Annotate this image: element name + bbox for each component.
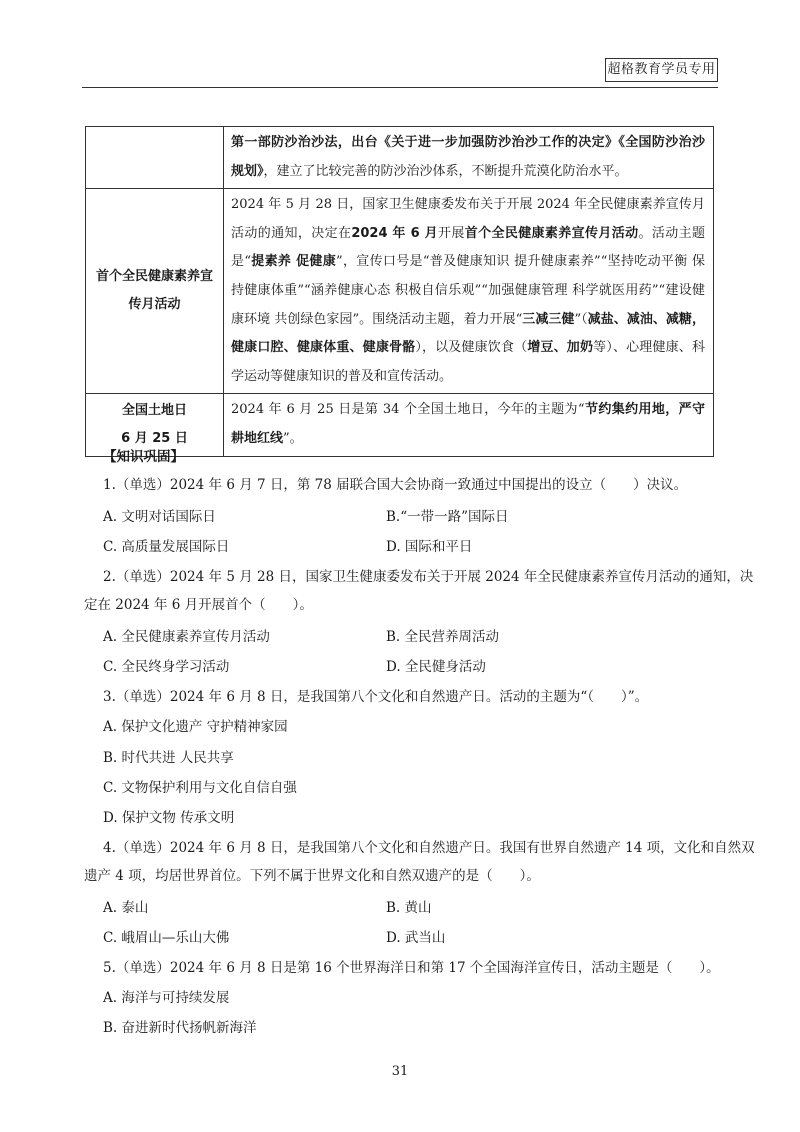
member-only-badge: 超格教育学员专用 — [605, 58, 718, 82]
option-b: B. 黄山 — [386, 900, 432, 916]
option-d: D. 全民健身活动 — [386, 659, 486, 675]
option-b: B.“一带一路”国际日 — [386, 509, 509, 525]
option-c: C. 峨眉山—乐山大佛 — [103, 930, 230, 946]
row-label — [86, 127, 224, 189]
option-d: D. 保护文物 传承文明 — [103, 810, 235, 826]
section-title: 【知识巩固】 — [103, 449, 184, 465]
header-rule — [82, 87, 718, 88]
question-5: 5.（单选）2024 年 6 月 8 日是第 16 个世界海洋日和第 17 个全国海洋宣传日，活动主题是（ ）。 — [103, 960, 720, 976]
question-3: 3.（单选）2024 年 6 月 8 日，是我国第八个文化和自然遗产日。活动的主题为“（ ）”。 — [103, 689, 649, 705]
row-content: 第一部防沙治沙法，出台《关于进一步加强防沙治沙工作的决定》《全国防沙治沙规划》，建立了比较完善的防沙治沙体系，不断提升荒漠化防治水平。 — [224, 127, 714, 189]
question-2: 2.（单选）2024 年 5 月 28 日，国家卫生健康委发布关于开展 2024 年全民健康素养宣传月活动的通知，决 — [103, 569, 754, 585]
row-label-line: 全国土地日 — [121, 402, 187, 418]
option-b: B. 奋进新时代扬帆新海洋 — [103, 1020, 257, 1036]
option-c: C. 高质量发展国际日 — [103, 539, 230, 555]
row-label-line: 6 月 25 日 — [121, 430, 188, 446]
table-row — [86, 189, 714, 394]
option-d: D. 国际和平日 — [386, 539, 473, 555]
option-a: A. 泰山 — [103, 900, 149, 916]
question-2-cont: 定在 2024 年 6 月开展首个（ ）。 — [84, 597, 313, 613]
row-label: 首个全民健康素养宣传月活动 — [86, 189, 224, 394]
table-row — [86, 127, 714, 189]
option-a: A. 海洋与可持续发展 — [103, 990, 230, 1006]
page-number: 31 — [391, 1064, 409, 1079]
option-b: B. 全民营养周活动 — [386, 629, 500, 645]
question-1: 1.（单选）2024 年 6 月 7 日，第 78 届联合国大会协商一致通过中国提出的设立（ ）决议。 — [103, 477, 688, 493]
option-d: D. 武当山 — [386, 930, 446, 946]
events-table — [85, 126, 714, 457]
option-c: C. 全民终身学习活动 — [103, 659, 230, 675]
option-a: A. 全民健康素养宣传月活动 — [103, 629, 270, 645]
option-c: C. 文物保护利用与文化自信自强 — [103, 780, 297, 796]
question-4: 4.（单选）2024 年 6 月 8 日，是我国第八个文化和自然遗产日。我国有世界自然遗产 14 项，文化和自然双 — [103, 840, 755, 856]
option-b: B. 时代共进 人民共享 — [103, 750, 234, 766]
row-content: 2024 年 5 月 28 日，国家卫生健康委发布关于开展 2024 年全民健康素养宣传月活动的通知，决定在2024 年 6 月开展首个全民健康素养宣传月活动。活动主题是“提素养 促健康”，宣传口号是“普及健康知识 提升健康素养”“坚持吃动平衡 保持健康体重”“涵养健康心态 积极自信乐观”“加强健康管理 科学就医用药”“建设健康环境 共创绿色家园”。围绕活动主题，着力开展“三减三健”（减盐、减油、减糖，健康口腔、健康体重、健康骨骼），以及健康饮食（增豆、加奶等）、心理健康、科学运动等健康知识的普及和宣传活动。 — [224, 189, 714, 394]
row-content: 2024 年 6 月 25 日是第 34 个全国土地日，今年的主题为“节约集约用地，严守耕地红线”。 — [224, 394, 714, 456]
question-4-cont: 遗产 4 项，均居世界首位。下列不属于世界文化和自然双遗产的是（ ）。 — [84, 868, 540, 884]
option-a: A. 保护文化遗产 守护精神家园 — [103, 719, 288, 735]
option-a: A. 文明对话国际日 — [103, 509, 216, 525]
